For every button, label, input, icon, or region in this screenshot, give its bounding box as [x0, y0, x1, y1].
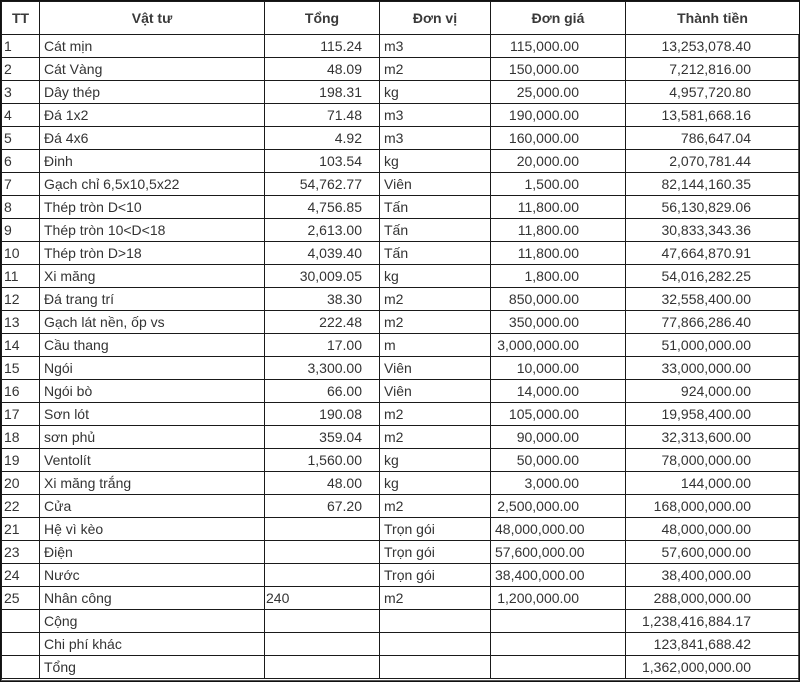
- cell-unit-price: 2,500,000.00: [491, 495, 626, 518]
- cell-material: Đá 1x2: [40, 104, 265, 127]
- cell-unit: Viên: [380, 357, 491, 380]
- cell-quantity: 198.31: [265, 81, 380, 104]
- cell-material: Dây thép: [40, 81, 265, 104]
- cell-amount: 47,664,870.91: [626, 242, 800, 265]
- cell-unit: m3: [380, 127, 491, 150]
- cell-unit-price: 10,000.00: [491, 357, 626, 380]
- cell-unit: Tấn: [380, 219, 491, 242]
- cell-tt: 14: [2, 334, 40, 357]
- cell-unit-price: 50,000.00: [491, 449, 626, 472]
- table-row: [2, 357, 800, 380]
- cell-material: Cửa: [40, 495, 265, 518]
- table-row: [2, 58, 800, 81]
- cell-tt: 20: [2, 472, 40, 495]
- cell-unit-price: [491, 656, 626, 679]
- cell-tt: [2, 633, 40, 656]
- cell-unit-price: 1,500.00: [491, 173, 626, 196]
- cell-unit-price: 3,000.00: [491, 472, 626, 495]
- cell-tt: 17: [2, 403, 40, 426]
- header-row: [2, 2, 800, 35]
- cell-tt: 2: [2, 58, 40, 81]
- cell-amount: 786,647.04: [626, 127, 800, 150]
- cell-quantity: 30,009.05: [265, 265, 380, 288]
- header-tt: TT: [2, 2, 40, 35]
- cell-unit-price: 160,000.00: [491, 127, 626, 150]
- cell-unit: Viên: [380, 173, 491, 196]
- cell-unit: Tấn: [380, 242, 491, 265]
- cell-material: Gạch lát nền, ốp vs: [40, 311, 265, 334]
- table-row: [2, 35, 800, 58]
- header-unit: Đơn vị: [380, 2, 491, 35]
- cell-quantity: 71.48: [265, 104, 380, 127]
- cell-quantity: [265, 633, 380, 656]
- cell-amount: 2,070,781.44: [626, 150, 800, 173]
- table-row: [2, 219, 800, 242]
- materials-cost-table: [1, 1, 800, 679]
- cell-tt: 7: [2, 173, 40, 196]
- table-row: [2, 426, 800, 449]
- cell-material: Xi măng: [40, 265, 265, 288]
- cell-unit: m2: [380, 495, 491, 518]
- table-row: [2, 449, 800, 472]
- cell-amount: 82,144,160.35: [626, 173, 800, 196]
- cell-unit: Trọn gói: [380, 564, 491, 587]
- table-row: [2, 81, 800, 104]
- cell-unit: [380, 610, 491, 633]
- cell-amount: 56,130,829.06: [626, 196, 800, 219]
- cell-material: Thép tròn D>18: [40, 242, 265, 265]
- cell-unit: kg: [380, 472, 491, 495]
- cell-tt: 23: [2, 541, 40, 564]
- table-row: [2, 472, 800, 495]
- cell-amount: 77,866,286.40: [626, 311, 800, 334]
- cell-tt: 15: [2, 357, 40, 380]
- table-row: [2, 518, 800, 541]
- cell-unit: kg: [380, 449, 491, 472]
- cell-unit-price: 1,200,000.00: [491, 587, 626, 610]
- table-row: [2, 334, 800, 357]
- cell-unit: m2: [380, 403, 491, 426]
- cell-quantity: 1,560.00: [265, 449, 380, 472]
- cell-material: Đá trang trí: [40, 288, 265, 311]
- cell-amount: 1,238,416,884.17: [626, 610, 800, 633]
- cell-material: Cộng: [40, 610, 265, 633]
- header-material: Vật tư: [40, 2, 265, 35]
- cell-unit-price: [491, 633, 626, 656]
- cell-unit: Tấn: [380, 196, 491, 219]
- cell-quantity: 67.20: [265, 495, 380, 518]
- table-row: [2, 150, 800, 173]
- cell-unit-price: 20,000.00: [491, 150, 626, 173]
- cell-quantity: [265, 656, 380, 679]
- cell-unit-price: 25,000.00: [491, 81, 626, 104]
- cell-quantity: 240: [265, 587, 380, 610]
- cell-quantity: 3,300.00: [265, 357, 380, 380]
- cell-tt: 9: [2, 219, 40, 242]
- cell-material: Cầu thang: [40, 334, 265, 357]
- cell-amount: 78,000,000.00: [626, 449, 800, 472]
- table-row: [2, 242, 800, 265]
- cell-material: Nhân công: [40, 587, 265, 610]
- cell-unit-price: 105,000.00: [491, 403, 626, 426]
- cell-tt: 13: [2, 311, 40, 334]
- cell-material: Thép tròn 10<D<18: [40, 219, 265, 242]
- table-row: [2, 403, 800, 426]
- cell-tt: 6: [2, 150, 40, 173]
- cell-amount: 13,581,668.16: [626, 104, 800, 127]
- cell-amount: 19,958,400.00: [626, 403, 800, 426]
- cell-unit: kg: [380, 265, 491, 288]
- cell-unit-price: 115,000.00: [491, 35, 626, 58]
- table-row: [2, 104, 800, 127]
- cell-quantity: [265, 518, 380, 541]
- cell-quantity: 359.04: [265, 426, 380, 449]
- table-row: [2, 495, 800, 518]
- cell-unit-price: 350,000.00: [491, 311, 626, 334]
- cell-unit-price: 11,800.00: [491, 242, 626, 265]
- table-row: [2, 587, 800, 610]
- table-row: [2, 265, 800, 288]
- cell-amount: 1,362,000,000.00: [626, 656, 800, 679]
- cell-amount: 32,313,600.00: [626, 426, 800, 449]
- cell-unit-price: 38,400,000.00: [491, 564, 626, 587]
- table-row: [2, 564, 800, 587]
- cell-quantity: 54,762.77: [265, 173, 380, 196]
- cell-amount: 123,841,688.42: [626, 633, 800, 656]
- cell-tt: 19: [2, 449, 40, 472]
- cell-unit: m: [380, 334, 491, 357]
- cell-amount: 924,000.00: [626, 380, 800, 403]
- cell-tt: [2, 610, 40, 633]
- cell-quantity: 17.00: [265, 334, 380, 357]
- cell-quantity: 4,756.85: [265, 196, 380, 219]
- cell-unit-price: 3,000,000.00: [491, 334, 626, 357]
- cell-quantity: [265, 564, 380, 587]
- cell-quantity: [265, 610, 380, 633]
- cell-unit-price: 850,000.00: [491, 288, 626, 311]
- table-row: [2, 633, 800, 656]
- cell-quantity: 103.54: [265, 150, 380, 173]
- cell-amount: 144,000.00: [626, 472, 800, 495]
- header-amount: Thành tiền: [626, 2, 800, 35]
- cell-material: Nước: [40, 564, 265, 587]
- cell-amount: 57,600,000.00: [626, 541, 800, 564]
- cell-unit-price: 150,000.00: [491, 58, 626, 81]
- cell-tt: 3: [2, 81, 40, 104]
- cell-unit: m3: [380, 104, 491, 127]
- cell-material: Cát mịn: [40, 35, 265, 58]
- cell-unit: kg: [380, 150, 491, 173]
- table-row: [2, 656, 800, 679]
- header-quantity: Tổng: [265, 2, 380, 35]
- cell-amount: 7,212,816.00: [626, 58, 800, 81]
- cell-material: Gạch chỉ 6,5x10,5x22: [40, 173, 265, 196]
- cell-unit: m2: [380, 58, 491, 81]
- cell-amount: 51,000,000.00: [626, 334, 800, 357]
- cell-unit-price: 48,000,000.00: [491, 518, 626, 541]
- cell-unit: m2: [380, 426, 491, 449]
- table-body: [2, 35, 800, 679]
- cell-quantity: 38.30: [265, 288, 380, 311]
- cell-tt: 11: [2, 265, 40, 288]
- cell-material: Cát Vàng: [40, 58, 265, 81]
- cell-quantity: 2,613.00: [265, 219, 380, 242]
- cell-unit-price: 57,600,000.00: [491, 541, 626, 564]
- cell-amount: 30,833,343.36: [626, 219, 800, 242]
- cell-material: Thép tròn D<10: [40, 196, 265, 219]
- cell-amount: 38,400,000.00: [626, 564, 800, 587]
- cell-tt: 16: [2, 380, 40, 403]
- cell-quantity: 222.48: [265, 311, 380, 334]
- cell-unit: kg: [380, 81, 491, 104]
- cell-unit: m3: [380, 35, 491, 58]
- table-row: [2, 288, 800, 311]
- cell-material: Tổng: [40, 656, 265, 679]
- cell-amount: 54,016,282.25: [626, 265, 800, 288]
- cell-material: Đá 4x6: [40, 127, 265, 150]
- cell-material: Ngói bò: [40, 380, 265, 403]
- table-row: [2, 196, 800, 219]
- cell-amount: 4,957,720.80: [626, 81, 800, 104]
- cell-amount: 288,000,000.00: [626, 587, 800, 610]
- table-row: [2, 380, 800, 403]
- cell-quantity: 48.09: [265, 58, 380, 81]
- cell-unit: m2: [380, 587, 491, 610]
- cell-amount: 48,000,000.00: [626, 518, 800, 541]
- cell-tt: 10: [2, 242, 40, 265]
- table-row: [2, 610, 800, 633]
- cell-unit-price: [491, 610, 626, 633]
- cell-tt: [2, 656, 40, 679]
- cell-quantity: 66.00: [265, 380, 380, 403]
- cell-quantity: 4,039.40: [265, 242, 380, 265]
- cell-tt: 12: [2, 288, 40, 311]
- table-row: [2, 541, 800, 564]
- cell-unit: Viên: [380, 380, 491, 403]
- cell-material: sơn phủ: [40, 426, 265, 449]
- cell-unit: Trọn gói: [380, 541, 491, 564]
- cell-material: Xi măng trắng: [40, 472, 265, 495]
- cell-tt: 22: [2, 495, 40, 518]
- table-header: [2, 2, 800, 35]
- cell-quantity: 4.92: [265, 127, 380, 150]
- cell-quantity: 190.08: [265, 403, 380, 426]
- cell-tt: 24: [2, 564, 40, 587]
- cell-material: Đinh: [40, 150, 265, 173]
- cell-amount: 32,558,400.00: [626, 288, 800, 311]
- cell-material: Sơn lót: [40, 403, 265, 426]
- cell-tt: 1: [2, 35, 40, 58]
- table-row: [2, 173, 800, 196]
- header-unit-price: Đơn giá: [491, 2, 626, 35]
- cell-tt: 25: [2, 587, 40, 610]
- cell-unit-price: 190,000.00: [491, 104, 626, 127]
- cell-unit: m2: [380, 311, 491, 334]
- cell-tt: 21: [2, 518, 40, 541]
- cell-unit: [380, 656, 491, 679]
- cell-tt: 4: [2, 104, 40, 127]
- cell-material: Điện: [40, 541, 265, 564]
- cell-amount: 33,000,000.00: [626, 357, 800, 380]
- cell-unit-price: 1,800.00: [491, 265, 626, 288]
- cell-unit-price: 11,800.00: [491, 219, 626, 242]
- cell-unit: Trọn gói: [380, 518, 491, 541]
- cell-quantity: 48.00: [265, 472, 380, 495]
- cell-quantity: [265, 541, 380, 564]
- cell-tt: 5: [2, 127, 40, 150]
- cell-amount: 168,000,000.00: [626, 495, 800, 518]
- cell-material: Ventolít: [40, 449, 265, 472]
- table-row: [2, 311, 800, 334]
- cell-unit-price: 11,800.00: [491, 196, 626, 219]
- cell-unit-price: 14,000.00: [491, 380, 626, 403]
- cell-unit: [380, 633, 491, 656]
- table-row: [2, 127, 800, 150]
- cell-tt: 8: [2, 196, 40, 219]
- cell-unit-price: 90,000.00: [491, 426, 626, 449]
- cell-material: Ngói: [40, 357, 265, 380]
- cell-material: Chi phí khác: [40, 633, 265, 656]
- cell-unit: m2: [380, 288, 491, 311]
- cell-material: Hệ vì kèo: [40, 518, 265, 541]
- cell-tt: 18: [2, 426, 40, 449]
- cell-quantity: 115.24: [265, 35, 380, 58]
- cell-amount: 13,253,078.40: [626, 35, 800, 58]
